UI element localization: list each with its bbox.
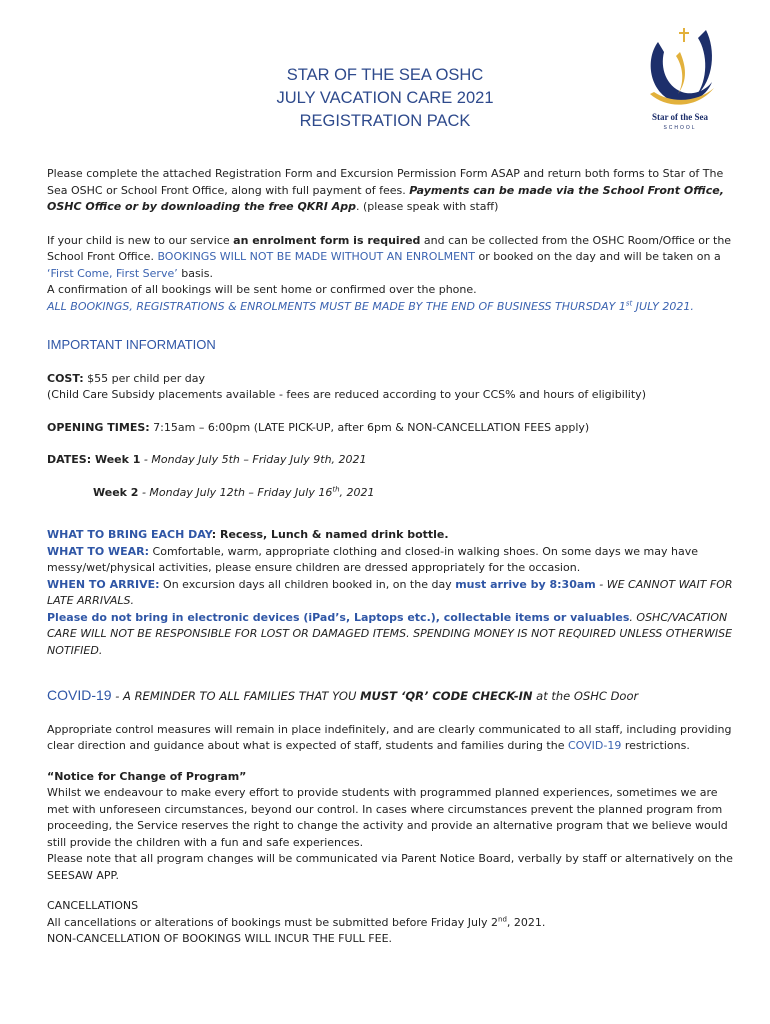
cancellations-text: All cancellations or alterations of bookings must be submitted before Friday July 2 — [47, 915, 499, 929]
title-line-1: STAR OF THE SEA OSHC — [286, 66, 484, 84]
deadline-text-end: JULY 2021. — [632, 299, 694, 313]
cost-value: $55 per child per day — [83, 371, 206, 385]
intro-note: . (please speak with staff) — [355, 200, 499, 213]
devices-warning: Please do not bring in electronic devices (iPad’s, Laptops etc.), collectable items or valuables — [47, 610, 630, 624]
school-logo — [640, 24, 720, 144]
dates-week-1 — [47, 452, 737, 469]
title-line-2: JULY VACATION CARE 2021 — [276, 89, 494, 107]
bring-label: WHAT TO BRING EACH DAY — [47, 528, 212, 541]
deadline-paragraph — [47, 299, 737, 316]
title-line-3: REGISTRATION PACK — [299, 112, 471, 130]
enrolment-paragraph — [47, 233, 737, 283]
important-heading: IMPORTANT INFORMATION — [47, 337, 216, 352]
arrive-warning: - WE CANNOT WAIT FOR LATE ARRIVALS. — [47, 577, 733, 607]
opening-value: 7:15am – 6:00pm (LATE PICK-UP, after 6pm & NON-CANCELLATION FEES apply) — [149, 420, 590, 434]
covid-must-checkin: MUST ‘QR’ CODE CHECK-IN — [360, 689, 533, 703]
arrive-label: WHEN TO ARRIVE: — [47, 577, 160, 591]
enrolment-warning: BOOKINGS WILL NOT BE MADE WITHOUT AN ENROLMENT — [157, 250, 475, 263]
week2-year: , 2021 — [339, 485, 375, 499]
opening-label: OPENING TIMES: — [47, 420, 150, 434]
opening-times — [47, 420, 737, 437]
document-body — [47, 166, 737, 948]
covid-word: COVID-19 — [47, 687, 112, 703]
arrive-time: must arrive by 8:30am — [455, 577, 596, 591]
cost-line — [47, 371, 737, 388]
arrive-line — [47, 577, 737, 610]
wear-value: Comfortable, warm, appropriate clothing and closed-in walking shoes. On some days we may have messy/wet/physical activities, please ensure children are dressed appropriately for the occasion. — [47, 544, 698, 574]
cancellations-sup: nd — [498, 914, 507, 923]
covid-heading — [47, 687, 737, 705]
intro-text: Please complete the attached Registration Form and Excursion Permission Form ASAP and return both forms to Star of The Sea OSHC or School Front Office, along with full payment of fees. — [47, 167, 724, 197]
week2-label: Week 2 — [93, 485, 139, 499]
cost-note: (Child Care Subsidy placements available - fees are reduced according to your CCS% and hours of eligibility) — [47, 388, 646, 401]
confirmation-paragraph: A confirmation of all bookings will be sent home or confirmed over the phone. — [47, 283, 477, 296]
enrolment-text-g: basis. — [177, 266, 213, 280]
cost-label: COST: — [47, 371, 84, 385]
enrolment-text-a: If your child is new to our service — [47, 233, 234, 247]
week2-value: - Monday July 12th – Friday July 16 — [138, 485, 333, 499]
covid-door: at the OSHC Door — [532, 689, 639, 703]
deadline-sup: st — [625, 298, 633, 307]
payment-methods: Payments can be made via the School Front Office, OSHC Office or by downloading the free QKRI App — [47, 183, 724, 213]
dates-week-2 — [47, 485, 737, 502]
covid-body — [47, 722, 737, 755]
logo-name: Star of the Sea — [651, 112, 709, 122]
week2-sup: th — [332, 484, 340, 493]
dates-label: DATES: Week 1 — [47, 453, 141, 466]
cancellations-body-2: NON-CANCELLATION OF BOOKINGS WILL INCUR THE FULL FEE. — [47, 932, 393, 945]
cancellations-year: , 2021. — [506, 915, 546, 929]
bring-value: : Recess, Lunch & named drink bottle. — [211, 528, 449, 541]
enrolment-text-c: and can be collected from the OSHC Room/Office or the School Front Office. — [47, 233, 732, 263]
deadline-text: ALL BOOKINGS, REGISTRATIONS & ENROLMENTS MUST BE MADE BY THE END OF BUSINESS THURSDAY 1 — [47, 299, 626, 313]
logo-sub: SCHOOL — [663, 125, 697, 131]
arrive-text: On excursion days all children booked in, on the day — [159, 577, 456, 591]
wear-label: WHAT TO WEAR: — [47, 544, 150, 558]
wear-line — [47, 544, 737, 577]
covid-body-end: restrictions. — [621, 739, 690, 752]
bring-line — [47, 527, 737, 544]
devices-line — [47, 610, 737, 660]
covid-body-word: COVID-19 — [567, 739, 622, 752]
covid-reminder: A REMINDER TO ALL FAMILIES THAT YOU — [123, 689, 361, 703]
cancellations-heading: CANCELLATIONS — [47, 899, 139, 912]
devices-note: . OSHC/VACATION CARE WILL NOT BE RESPONSIBLE FOR LOST OR DAMAGED ITEMS. SPENDING MONEY IS NOT REQUIRED UNLESS OTHERWISE NOTIFIED. — [47, 610, 733, 657]
covid-dash: - — [111, 689, 124, 703]
cancellations-body — [47, 915, 737, 932]
week1-value: - Monday July 5th – Friday July 9th, 2021 — [140, 453, 367, 466]
notice-body-2: Please note that all program changes will be communicated via Parent Notice Board, verbally by staff or alternatively on the SEESAW APP. — [47, 852, 733, 882]
covid-body-text: Appropriate control measures will remain in place indefinitely, and are clearly communicated to all staff, including providing clear direction and guidance about what is expected of staff, students and families during the — [47, 722, 732, 752]
notice-heading: “Notice for Change of Program” — [47, 769, 247, 783]
first-come-note: ‘First Come, First Serve’ — [47, 266, 178, 280]
intro-paragraph — [47, 166, 737, 216]
enrolment-required: an enrolment form is required — [233, 233, 421, 247]
enrolment-text-e: or booked on the day and will be taken on a — [474, 250, 721, 263]
school-logo-emblem — [640, 24, 720, 112]
notice-body: Whilst we endeavour to make every effort to provide students with programmed planned experiences, sometimes we are met with unforeseen circumstances, beyond our control. In cases where circumstances prevent the planned program from proceeding, the Service reserves the right to change the activity and provide an alternative program that we believe would still provide the children with a fun and safe experiences. — [47, 786, 728, 849]
